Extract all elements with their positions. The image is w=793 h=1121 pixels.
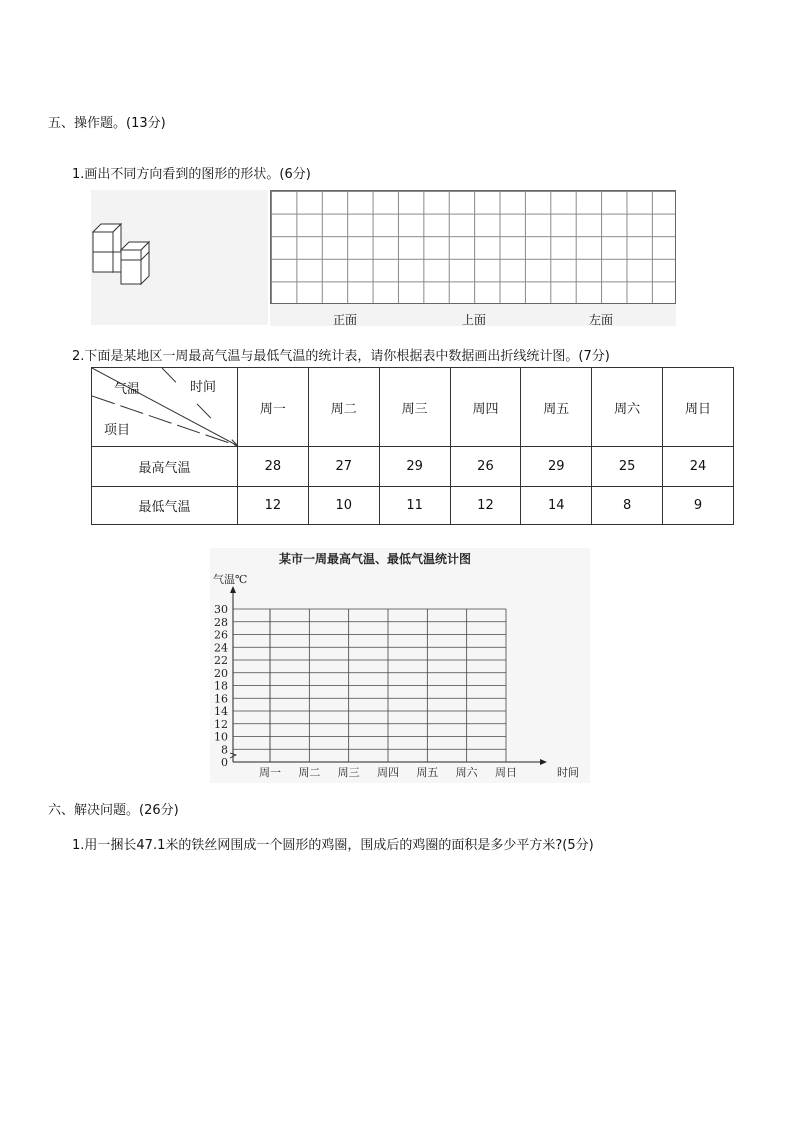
- y-tick-label: 20: [214, 666, 228, 680]
- question-1-text: 1.画出不同方向看到的图形的形状。(6分): [72, 167, 311, 182]
- y-tick-label: 22: [214, 654, 228, 667]
- cube-figure: [91, 190, 268, 325]
- y-tick-label: 28: [214, 615, 228, 629]
- x-tick-label: 周四: [377, 766, 399, 779]
- table-cell: 10: [308, 487, 379, 525]
- table-cell: 11: [379, 487, 450, 525]
- y-tick-label: 12: [214, 717, 228, 731]
- table-cell: 28: [238, 447, 309, 487]
- x-tick-label: 周日: [495, 766, 517, 779]
- day-header: 周五: [521, 368, 592, 447]
- section-6-title: 六、解决问题。(26分): [48, 803, 179, 818]
- table-cell: 29: [379, 447, 450, 487]
- table-cell: 9: [663, 487, 734, 525]
- chart-ylabel: 气温℃: [213, 573, 248, 586]
- x-tick-label: 周三: [337, 766, 360, 779]
- table-cell: 8: [592, 487, 663, 525]
- chart-title: 某市一周最高气温、最低气温统计图: [278, 552, 472, 566]
- view-label-left: 左面: [589, 313, 614, 327]
- day-header: 周四: [450, 368, 521, 447]
- view-label-top: 上面: [462, 313, 487, 327]
- x-tick-label: 周二: [298, 766, 321, 779]
- table-cell: 14: [521, 487, 592, 525]
- day-header: 周六: [592, 368, 663, 447]
- question-2-text: 2.下面是某地区一周最高气温与最低气温的统计表，请你根据表中数据画出折线统计图。(7分): [72, 349, 610, 364]
- y-tick-label: 10: [214, 730, 228, 744]
- x-tick-label: 周六: [455, 766, 478, 779]
- corner-label-time: 时间: [190, 380, 217, 395]
- table-row: [92, 447, 734, 487]
- y-tick-label: 8: [221, 743, 228, 757]
- day-header: 周日: [663, 368, 734, 447]
- y-tick-label: 16: [214, 692, 228, 706]
- table-cell: 29: [521, 447, 592, 487]
- x-tick-label: 周一: [259, 766, 281, 779]
- y-tick-label: 18: [214, 679, 228, 693]
- x-tick-label: 周五: [416, 766, 439, 779]
- temperature-table: [91, 367, 734, 525]
- y-tick-label: 14: [214, 705, 228, 718]
- y-tick-label: 0: [221, 756, 228, 769]
- table-cell: 12: [450, 487, 521, 525]
- row-label: 最高气温: [92, 447, 238, 487]
- table-cell: 12: [238, 487, 309, 525]
- y-tick-label: 30: [214, 603, 228, 616]
- drawing-grid: [270, 190, 676, 304]
- table-cell: 26: [450, 447, 521, 487]
- section-5-title: 五、操作题。(13分): [48, 116, 166, 131]
- table-cell: 24: [663, 447, 734, 487]
- table-row: [92, 487, 734, 525]
- line-chart: [210, 548, 590, 783]
- day-header: 周三: [379, 368, 450, 447]
- row-label: 最低气温: [92, 487, 238, 525]
- y-tick-label: 26: [214, 628, 228, 642]
- chart-xlabel: 时间: [557, 766, 579, 779]
- view-label-front: 正面: [333, 313, 358, 327]
- day-header: 周二: [308, 368, 379, 447]
- corner-label-item: 项目: [104, 423, 131, 438]
- table-corner-header: [92, 368, 238, 447]
- corner-label-temperature: 气温: [114, 382, 141, 397]
- table-cell: 27: [308, 447, 379, 487]
- y-tick-label: 24: [214, 641, 228, 655]
- question-3-text: 1.用一捆长47.1米的铁丝网围成一个圆形的鸡圈，围成后的鸡圈的面积是多少平方米?(5分): [72, 838, 594, 853]
- day-header: 周一: [238, 368, 309, 447]
- table-cell: 25: [592, 447, 663, 487]
